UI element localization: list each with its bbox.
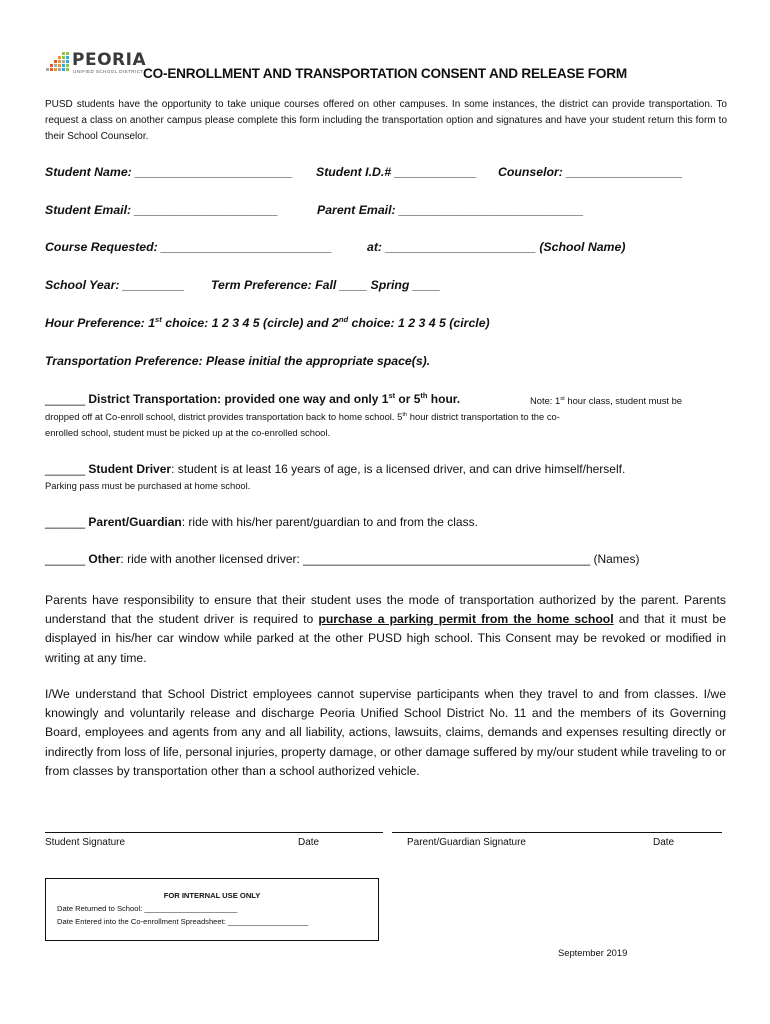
option-other[interactable]: ______ Other: ride with another licensed driver: ___________________________________________ (Names)	[45, 552, 640, 566]
option-parent-guardian[interactable]: ______ Parent/Guardian: ride with his/her parent/guardian to and from the class.	[45, 515, 478, 529]
transportation-preference-heading: Transportation Preference: Please initial the appropriate space(s).	[45, 354, 431, 368]
counselor-field[interactable]: Counselor: _________________	[498, 165, 683, 179]
school-year-field[interactable]: School Year: _________	[45, 278, 185, 292]
district-note-line3: enrolled school, student must be picked up at the co-enrolled school.	[45, 427, 331, 438]
district-note-line2: dropped off at Co-enroll school, district provides transportation back to home school. 5th hour district transportation to the co-	[45, 411, 560, 422]
parent-signature-label: Parent/Guardian Signature	[407, 837, 526, 848]
internal-use-title: FOR INTERNAL USE ONLY	[163, 891, 261, 900]
student-signature-label: Student Signature	[45, 837, 126, 848]
course-requested-field[interactable]: Course Requested: _________________________	[45, 240, 333, 254]
student-signature-line[interactable]	[45, 832, 383, 833]
district-note: Note: 1st hour class, student must be	[530, 395, 683, 406]
logo-name: PEORIA	[72, 50, 147, 70]
logo-mark-icon	[46, 52, 72, 76]
release-paragraph: I/We understand that School District employees cannot supervise participants when they travel to and from classes. I/we knowingly and voluntarily release and discharge Peoria Unified School District No. 11 and the members of its Governing Board, employees and agents from any and all liability, actions, lawsuits, claims, demands and expenses resulting directly or indirectly from loss of life, personal injuries, property damage, or other damage suffered by my/our student while traveling to or from classes by transportation other than a school authorized vehicle.	[45, 687, 726, 778]
parent-email-field[interactable]: Parent Email: ___________________________	[317, 203, 584, 217]
student-id-field[interactable]: Student I.D.# ____________	[316, 165, 477, 179]
option-student-driver[interactable]: ______ Student Driver: student is at least 16 years of age, is a licensed driver, and can drive himself/herself.	[45, 462, 626, 476]
internal-use-box	[45, 878, 379, 941]
responsibility-paragraph: Parents have responsibility to ensure that their student uses the mode of transportation authorized by the parent. Parents understand that the student driver is required to purchase a parking permit from the home school and that it must be displayed in his/her car window while parked at the other PUSD high school. This Consent may be revoked or modified in writing at any time.	[45, 593, 726, 665]
student-driver-note: Parking pass must be purchased at home school.	[45, 480, 251, 491]
student-date-label: Date	[298, 837, 320, 848]
form-title: CO-ENROLLMENT AND TRANSPORTATION CONSENT AND RELEASE FORM	[143, 66, 628, 81]
student-email-field[interactable]: Student Email: _____________________	[45, 203, 279, 217]
parent-date-label: Date	[653, 837, 675, 848]
footer-date: September 2019	[558, 947, 628, 958]
option-district-transportation[interactable]: ______ District Transportation: provided one way and only 1st or 5th hour.	[45, 391, 461, 406]
school-name-field[interactable]: at: ______________________ (School Name)	[367, 240, 626, 254]
intro-paragraph: PUSD students have the opportunity to take unique courses offered on other campuses. In some instances, the district can provide transportation. To request a class on another campus please complete this form including the transportation option and signatures and have your student return this form to their School Counselor.	[45, 99, 727, 142]
hour-preference-field[interactable]: Hour Preference: 1st choice: 1 2 3 4 5 (circle) and 2nd choice: 1 2 3 4 5 (circle)	[45, 314, 490, 330]
logo-subtitle: UNIFIED SCHOOL DISTRICT	[73, 69, 144, 74]
date-returned-field[interactable]: Date Returned to School: ______________________	[57, 904, 238, 913]
parent-signature-line[interactable]	[392, 832, 722, 833]
peoria-logo	[46, 48, 147, 78]
term-preference-field[interactable]: Term Preference: Fall ____ Spring ____	[211, 278, 441, 292]
date-entered-field[interactable]: Date Entered into the Co-enrollment Spreadsheet: ___________________	[57, 917, 309, 926]
student-name-field[interactable]: Student Name: _______________________	[45, 165, 293, 179]
